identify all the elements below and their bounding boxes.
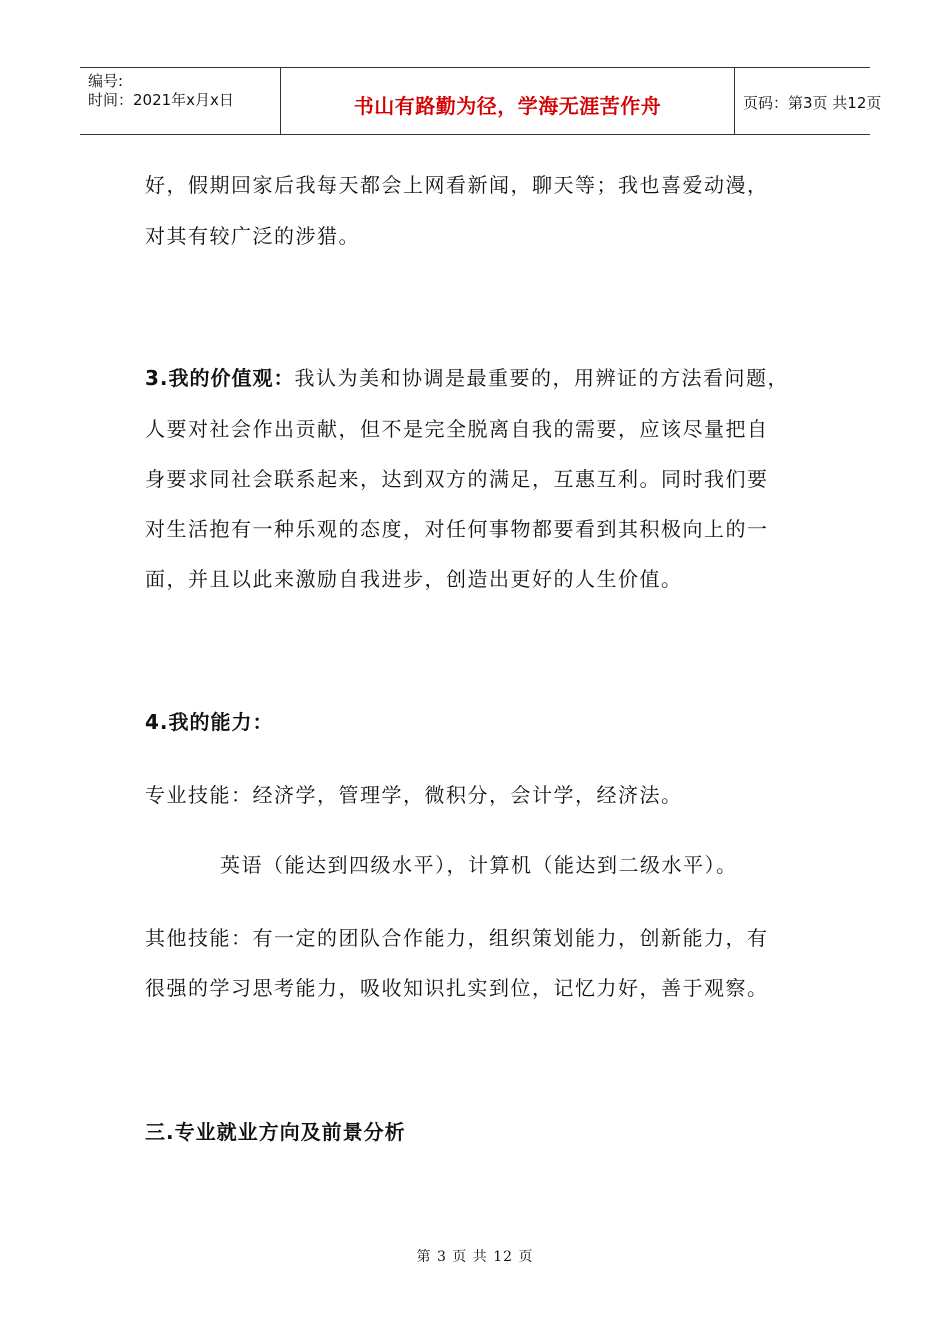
page-header bbox=[80, 67, 882, 135]
language-computer-skills-line: 英语（能达到四级水平），计算机（能达到二级水平）。 bbox=[220, 853, 738, 877]
paragraph-line: 好，假期回家后我每天都会上网看新闻，聊天等；我也喜爱动漫， bbox=[145, 173, 769, 197]
section-values-line bbox=[145, 366, 805, 390]
other-skills-line: 很强的学习思考能力，吸收知识扎实到位，记忆力好，善于观察。 bbox=[145, 976, 769, 1000]
section-three-heading: 三.专业就业方向及前景分析 bbox=[145, 1120, 406, 1144]
professional-skills-line: 专业技能：经济学，管理学，微积分，会计学，经济法。 bbox=[145, 783, 683, 807]
header-motto: 书山有路勤为径，学海无涯苦作舟 bbox=[353, 94, 662, 118]
header-page-code: 页码：第3页 共12页 bbox=[743, 94, 882, 112]
paragraph-line: 人要对社会作出贡献，但不是完全脱离自我的需要，应该尽量把自 bbox=[145, 417, 769, 441]
document-date-label: 时间：2021年x月x日 bbox=[88, 91, 234, 109]
document-number-label: 编号: bbox=[88, 72, 124, 90]
header-motto-cell bbox=[281, 68, 735, 134]
section-values-heading: 3.我的价值观： bbox=[145, 366, 295, 390]
header-page-cell bbox=[735, 68, 882, 134]
paragraph-line: 对其有较广泛的涉猎。 bbox=[145, 224, 360, 248]
page-footer: 第 3 页 共 12 页 bbox=[416, 1249, 534, 1265]
other-skills-line: 其他技能：有一定的团队合作能力，组织策划能力，创新能力，有 bbox=[145, 926, 769, 950]
paragraph-line: 对生活抱有一种乐观的态度，对任何事物都要看到其积极向上的一 bbox=[145, 517, 769, 541]
section-values-text: 我认为美和协调是最重要的，用辨证的方法看问题， bbox=[294, 366, 790, 390]
section-ability-heading: 4.我的能力： bbox=[145, 710, 274, 734]
paragraph-line: 身要求同社会联系起来，达到双方的满足，互惠互利。同时我们要 bbox=[145, 467, 769, 491]
paragraph-line: 面，并且以此来激励自我进步，创造出更好的人生价值。 bbox=[145, 567, 683, 591]
header-meta-cell bbox=[80, 68, 281, 134]
